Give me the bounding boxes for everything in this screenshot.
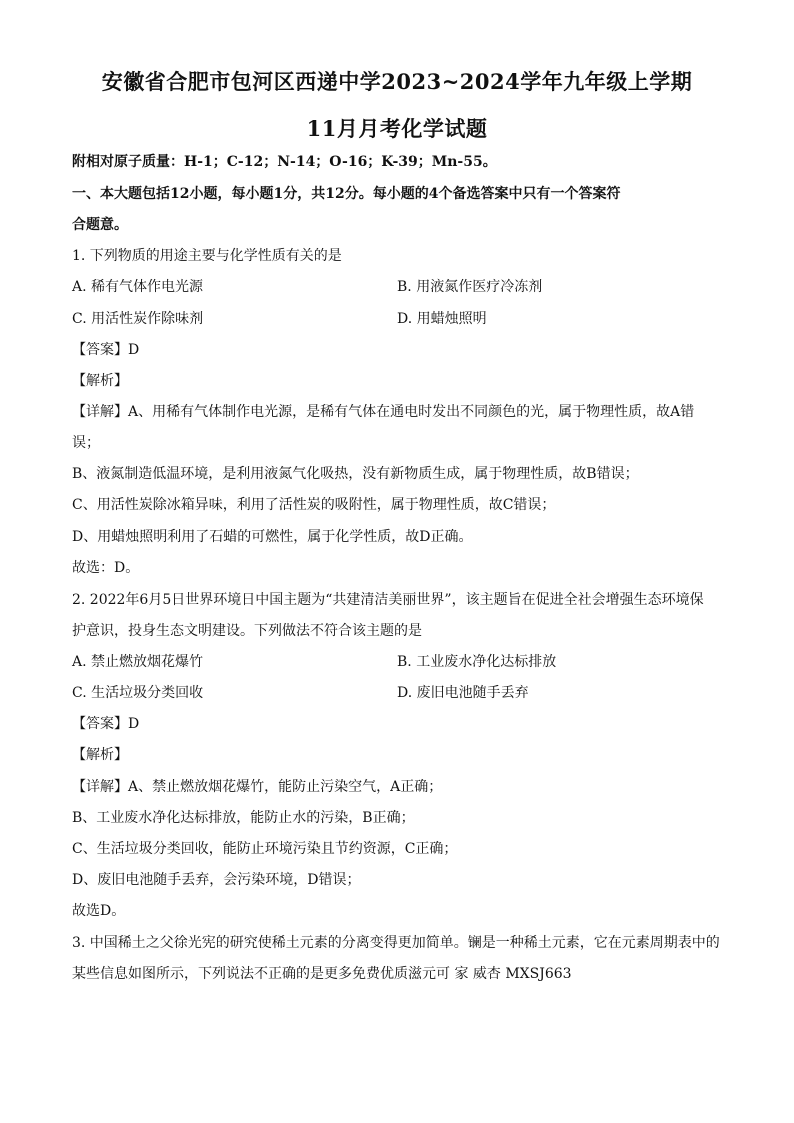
q1-detail-line1: 【详解】A、用稀有气体制作电光源，是稀有气体在通电时发出不同颜色的光，属于物理性质，故A错: [72, 404, 695, 420]
q1-option-b: B. 用液氮作医疗冷冻剂: [397, 279, 543, 295]
q1-detail-c: C、用活性炭除冰箱异味，利用了活性炭的吸附性，属于物理性质，故C错误；: [72, 497, 556, 513]
q1-option-d: D. 用蜡烛照明: [397, 311, 487, 327]
exam-title-line2: 11月月考化学试题: [306, 116, 488, 141]
section-instructions-line1: 一、本大题包括12小题，每小题1分，共12分。每小题的4个备选答案中只有一个答案符: [72, 186, 621, 202]
q1-detail-line2: 误；: [72, 435, 100, 451]
q2-detail-d: D、废旧电池随手丢弃，会污染环境，D错误；: [72, 872, 361, 888]
q2-option-b: B. 工业废水净化达标排放: [397, 654, 557, 670]
q1-answer: 【答案】D: [72, 342, 140, 358]
q2-detail-b: B、工业废水净化达标排放，能防止水的污染，B正确；: [72, 810, 415, 826]
q2-option-d: D. 废旧电池随手丢弃: [397, 685, 529, 701]
q1-stem: 1. 下列物质的用途主要与化学性质有关的是: [72, 248, 342, 264]
q1-analysis-label: 【解析】: [72, 373, 128, 389]
exam-title-line1: 安徽省合肥市包河区西递中学2023~2024学年九年级上学期: [101, 69, 693, 94]
q1-conclusion: 故选：D。: [72, 560, 140, 576]
q1-option-a: A. 稀有气体作电光源: [72, 279, 204, 295]
q3-stem-line2: 某些信息如图所示，下列说法不正确的是更多免费优质滋元可 家 威杏 MXSJ663: [72, 966, 572, 982]
atomic-masses-note: 附相对原子质量：H-1；C-12；N-14；O-16；K-39；Mn-55。: [72, 154, 497, 170]
q2-detail-a: 【详解】A、禁止燃放烟花爆竹，能防止污染空气，A正确；: [72, 779, 443, 795]
q2-analysis-label: 【解析】: [72, 747, 128, 763]
q2-stem-line1: 2. 2022年6月5日世界环境日中国主题为“共建清洁美丽世界”，该主题旨在促进全社会增强生态环境保: [72, 592, 704, 608]
q2-option-c: C. 生活垃圾分类回收: [72, 685, 204, 701]
q2-answer: 【答案】D: [72, 716, 140, 732]
q3-stem-line1: 3. 中国稀土之父徐光宪的研究使稀土元素的分离变得更加简单。镧是一种稀土元素，它在元素周期表中的: [72, 935, 720, 951]
q2-conclusion: 故选D。: [72, 903, 126, 919]
q2-detail-c: C、生活垃圾分类回收，能防止环境污染且节约资源，C正确；: [72, 841, 458, 857]
q1-option-c: C. 用活性炭作除味剂: [72, 311, 204, 327]
section-instructions-line2: 合题意。: [72, 217, 128, 233]
q2-option-a: A. 禁止燃放烟花爆竹: [72, 654, 204, 670]
q1-detail-d: D、用蜡烛照明利用了石蜡的可燃性，属于化学性质，故D正确。: [72, 529, 473, 545]
q1-detail-b: B、液氮制造低温环境，是利用液氮气化吸热，没有新物质生成，属于物理性质，故B错误；: [72, 466, 639, 482]
q2-stem-line2: 护意识，投身生态文明建设。下列做法不符合该主题的是: [72, 623, 422, 639]
